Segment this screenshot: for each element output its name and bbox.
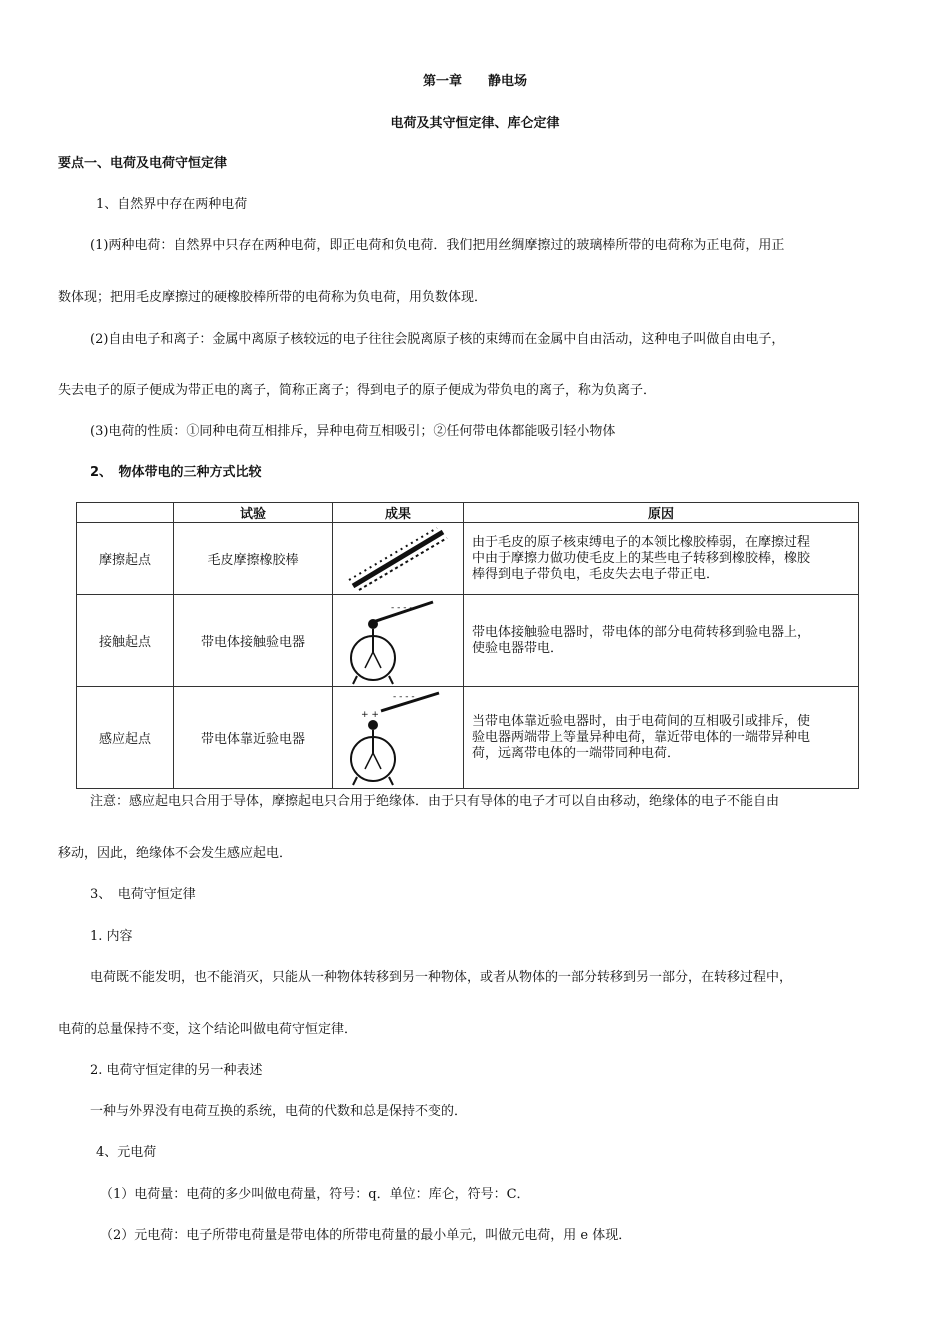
reason-line: 中由于摩擦力做功使毛皮上的某些电子转移到橡胶棒，橡胶 [472, 550, 811, 566]
svg-text:- - - -: - - - - [393, 691, 415, 702]
p2-line1: (2)自由电子和离子：金属中离原子核较远的电子往往会脱离原子核的束缚而在金属中自由活动，这种电子叫做自由电子， [90, 332, 785, 347]
law-line1: 电荷既不能发明，也不能消灭，只能从一种物体转移到另一种物体，或者从物体的一部分转移到另一部分，在转移过程中， [90, 970, 793, 985]
method-cell: 接触起点 [77, 595, 174, 687]
table-header-cell: 原因 [464, 503, 859, 523]
reason-line: 当带电体靠近验电器时，由于电荷间的互相吸引或排斥，使 [472, 713, 811, 729]
note-line2: 移动，因此，绝缘体不会发生感应起电． [58, 846, 293, 861]
reason-line: 使验电器带电． [472, 640, 564, 656]
section-title: 电荷及其守恒定律、库仑定律 [390, 116, 560, 131]
method-cell: 感应起点 [77, 687, 174, 789]
law-line2: 电荷的总量保持不变，这个结论叫做电荷守恒定律． [58, 1022, 358, 1037]
friction-rod-illustration [343, 524, 453, 594]
table-row [77, 687, 859, 789]
method-cell: 摩擦起点 [77, 523, 174, 595]
reason-line: 验电器两端带上等量异种电荷，靠近带电体的一端带异种电 [472, 729, 811, 745]
reason-line: 荷，远离带电体的一端带同种电荷． [472, 745, 681, 761]
sub1: 1. 内容 [90, 929, 133, 944]
table-row [77, 595, 859, 687]
e2: （2）元电荷：电子所带电荷量是带电体的所带电荷量的最小单元，叫做元电荷，用 e 体现． [100, 1228, 632, 1243]
p1-line2: 数体现；把用毛皮摩擦过的硬橡胶棒所带的电荷称为负电荷，用负数体现． [58, 290, 488, 305]
svg-text:+ +: + + [361, 709, 379, 720]
chapter-title: 第一章 静电场 [422, 74, 527, 89]
alt-statement: 一种与外界没有电荷互换的系统，电荷的代数和总是保持不变的． [90, 1104, 468, 1119]
experiment-cell: 毛皮摩擦橡胶棒 [174, 523, 333, 595]
table-row [77, 523, 859, 595]
item3: 3、 电荷守恒定律 [90, 887, 196, 902]
table-header-cell: 成果 [333, 503, 464, 523]
sub2: 2. 电荷守恒定律的另一种表述 [90, 1063, 263, 1078]
comparison-table [76, 502, 859, 789]
p1-line1: (1)两种电荷：自然界中只存在两种电荷，即正电荷和负电荷．我们把用丝绸摩擦过的玻璃棒所带的电荷称为正电荷，用正 [90, 238, 785, 253]
experiment-cell: 带电体靠近验电器 [174, 687, 333, 789]
reason-line: 棒得到电子带负电，毛皮失去电子带正电． [472, 566, 720, 582]
table-header-cell [77, 503, 174, 523]
e1: （1）电荷量：电荷的多少叫做电荷量，符号：q．单位：库仑，符号：C． [100, 1187, 530, 1202]
reason-line: 带电体接触验电器时，带电体的部分电荷转移到验电器上， [472, 624, 811, 640]
svg-text:- - - -: - - - - [391, 602, 413, 613]
point1-heading: 要点一、电荷及电荷守恒定律 [58, 156, 228, 171]
contact-electroscope-illustration [343, 596, 453, 686]
item2: 2、 物体带电的三种方式比较 [90, 465, 262, 480]
p2-line2: 失去电子的原子便成为带正电的离子，简称正离子；得到电子的原子便成为带负电的离子，称为负离子． [58, 383, 657, 398]
item1: 1、自然界中存在两种电荷 [96, 197, 248, 212]
p3: (3)电荷的性质：①同种电荷互相排斥，异种电荷互相吸引；②任何带电体都能吸引轻小物体 [90, 424, 616, 439]
induction-electroscope-illustration [343, 689, 453, 787]
note-line1: 注意：感应起电只合用于导体，摩擦起电只合用于绝缘体．由于只有导体的电子才可以自由移动，绝缘体的电子不能自由 [90, 794, 780, 809]
experiment-cell: 带电体接触验电器 [174, 595, 333, 687]
reason-line: 由于毛皮的原子核束缚电子的本领比橡胶棒弱，在摩擦过程 [472, 534, 811, 550]
item4: 4、元电荷 [96, 1145, 157, 1160]
table-header-cell: 试验 [174, 503, 333, 523]
table-header-row [77, 503, 859, 523]
